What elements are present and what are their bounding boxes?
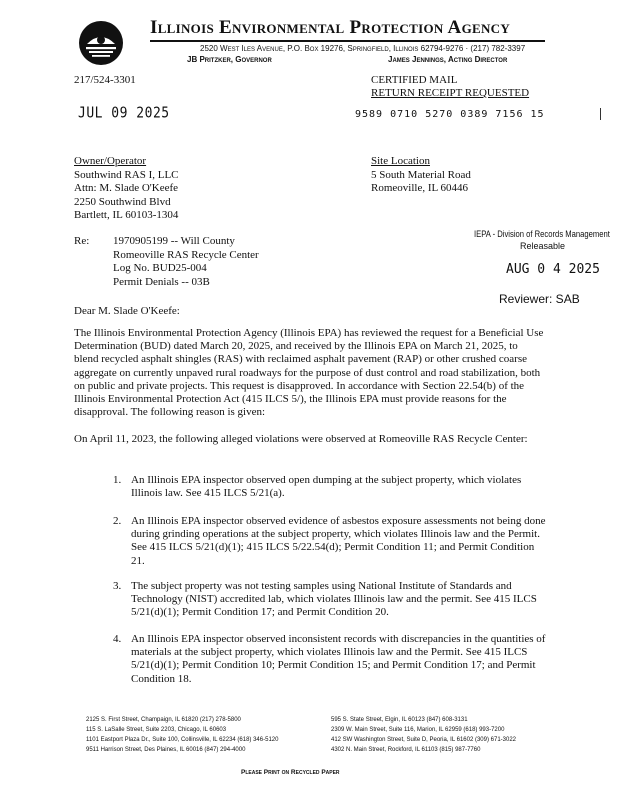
owner-line: Bartlett, IL 60103-1304 bbox=[74, 209, 179, 221]
re-label: Re: bbox=[74, 235, 90, 247]
owner-heading: Owner/Operator bbox=[74, 155, 147, 167]
site-line: 5 South Material Road bbox=[371, 168, 471, 181]
violation-text: An Illinois EPA inspector observed open dumping at the subject property, which violates Illinois law. See 415 ILCS 5/21(a). bbox=[131, 474, 522, 500]
release-date-stamp: AUG 0 4 2025 bbox=[506, 262, 600, 277]
recycled-paper-note: Please Print on Recycled Paper bbox=[241, 769, 340, 776]
site-block bbox=[371, 155, 471, 196]
date-stamp: JUL 09 2025 bbox=[78, 104, 170, 123]
violation-number: 2. bbox=[113, 515, 122, 527]
letterhead-rule bbox=[150, 40, 545, 42]
tracking-number: 9589 0710 5270 0389 7156 15 bbox=[355, 109, 545, 120]
reviewer-stamp: Reviewer: SAB bbox=[499, 292, 580, 306]
violation-text: An Illinois EPA inspector observed evidence of asbestos exposure assessments not being done during grinding operations at the subject property, which violates Illinois law and the Permit. See 415 ILCS 5/21(d)(1); 415 ILCS 5/22.54(d); Permit Condition 11; and Permit Condition 21. bbox=[131, 515, 546, 567]
re-line: 1970905199 -- Will County bbox=[113, 235, 235, 247]
violation-text: An Illinois EPA inspector observed inconsistent records with discrepancies in the quantities of materials at the subject property, which violates Illinois law and the Permit. See 415 ILCS 5/21(d)(1); Permit Condition 10; Permit Condition 15; and Permit Condition 17; and Permit Condition 18. bbox=[131, 633, 546, 685]
owner-block bbox=[74, 155, 179, 223]
re-line: Permit Denials -- 03B bbox=[113, 275, 210, 288]
footer-address: 4302 N. Main Street, Rockford, IL 61103 (815) 987-7760 bbox=[331, 747, 481, 753]
certified-mail: CERTIFIED MAIL bbox=[371, 74, 458, 86]
violation-text: The subject property was not testing samples using National Institute of Standards and Technology (NIST) accredited lab, which violates Illinois law and the permit. See 415 ILCS 5/21(d)(1); Permit Condition 17; and Permit Condition 20. bbox=[131, 580, 537, 619]
re-block bbox=[113, 235, 259, 289]
footer-address: 2125 S. First Street, Champaign, IL 61820 (217) 278-5800 bbox=[86, 717, 241, 723]
tick-mark bbox=[600, 108, 601, 120]
agency-name: Illinois Environmental Protection Agency bbox=[150, 17, 511, 38]
return-receipt: RETURN RECEIPT REQUESTED bbox=[371, 87, 530, 99]
re-line: Log No. BUD25-004 bbox=[113, 262, 207, 274]
re-line: Romeoville RAS Recycle Center bbox=[113, 248, 259, 261]
records-division-stamp: IEPA - Division of Records Management bbox=[474, 229, 610, 239]
owner-line: Attn: M. Slade O'Keefe bbox=[74, 182, 179, 194]
paragraph-2: On April 11, 2023, the following alleged violations were observed at Romeoville RAS Recycle Center: bbox=[74, 433, 528, 445]
governor: JB Pritzker, Governor bbox=[187, 55, 272, 64]
releasable-stamp: Releasable bbox=[520, 241, 566, 251]
agency-address: 2520 West Iles Avenue, P.O. Box 19276, Springfield, Illinois 62794-9276 · (217) 782-3397 bbox=[200, 44, 526, 53]
footer-address: 595 S. State Street, Elgin, IL 60123 (847) 608-3131 bbox=[331, 717, 468, 723]
site-line: Romeoville, IL 60446 bbox=[371, 182, 469, 194]
salutation: Dear M. Slade O'Keefe: bbox=[74, 305, 180, 317]
footer-address: 1101 Eastport Plaza Dr., Suite 100, Collinsville, IL 62234 (618) 346-5120 bbox=[86, 737, 279, 743]
paragraph-1: The Illinois Environmental Protection Agency (Illinois EPA) has reviewed the request for a Beneficial Use Determination (BUD) dated March 20, 2025, and received by the Illinois EPA on March 21, 2025, to blend recycled asphalt shingles (RAS) with reclaimed asphalt pavement (RAP) or other crushed coarse aggregate on currently unpaved rural roadways for the purpose of dust control and road stabilization, both on public and private projects. This request is disapproved. In accordance with Section 22.54(b) of the Illinois Environmental Protection Act (415 ILCS 5/), the Illinois EPA must provide reasons for the disapproval. The following reason is given: bbox=[74, 327, 544, 419]
violation-number: 1. bbox=[113, 474, 122, 486]
illinois-epa-logo bbox=[78, 20, 124, 66]
violation-number: 4. bbox=[113, 633, 122, 645]
director: James Jennings, Acting Director bbox=[388, 55, 508, 64]
owner-line: Southwind RAS I, LLC bbox=[74, 168, 179, 181]
footer-address: 115 S. LaSalle Street, Suite 2203, Chicago, IL 60603 bbox=[86, 727, 227, 733]
violation-number: 3. bbox=[113, 580, 122, 592]
owner-line: 2250 Southwind Blvd bbox=[74, 195, 171, 208]
footer-address: 412 SW Washington Street, Suite D, Peoria, IL 61602 (309) 671-3022 bbox=[331, 737, 516, 743]
phone-number: 217/524-3301 bbox=[74, 74, 136, 86]
footer-address: 9511 Harrison Street, Des Plaines, IL 60016 (847) 294-4000 bbox=[86, 747, 246, 753]
site-heading: Site Location bbox=[371, 155, 430, 167]
footer-address: 2309 W. Main Street, Suite 116, Marion, IL 62959 (618) 993-7200 bbox=[331, 727, 505, 733]
